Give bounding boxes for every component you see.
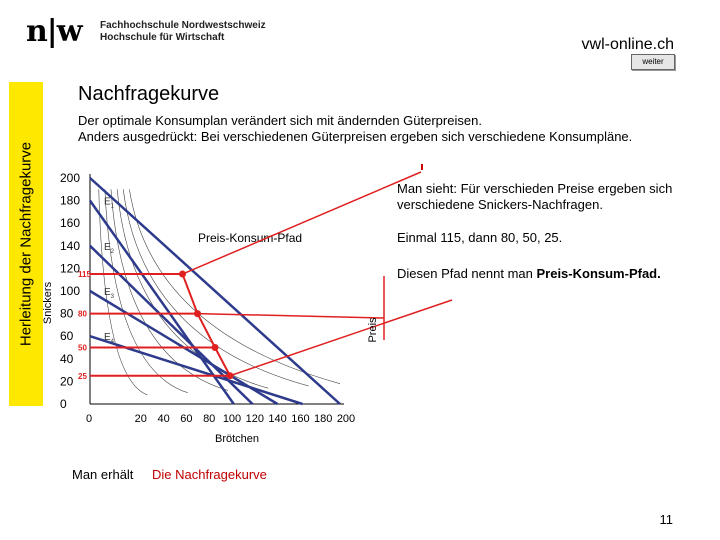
optimal-point [212,344,219,351]
y-axis-label: Snickers [42,281,54,325]
vertical-title: Herleitung der Nachfragekurve [17,141,35,347]
budget-line [90,336,303,404]
demand-level-label: 115 [78,270,91,280]
slide-title: Nachfragekurve [78,83,220,105]
note-1: Man sieht: Für verschieden Preise ergeben sich verschiedene Snickers-Nachfragen. [397,181,673,212]
pointer-line [183,172,422,274]
x-tick-label: 80 [203,413,216,425]
y-tick-label: 80 [60,306,74,321]
indifference-curve [129,189,340,383]
x-axis-label: Brötchen [214,433,260,445]
y-tick-label: 180 [60,193,81,208]
school-name-line-1: Fachhochschule Nordwestschweiz [100,20,266,31]
y-tick-label: 120 [60,261,81,276]
x-tick-label: 0 [85,413,93,425]
note-3-text: Diesen Pfad nennt man [397,266,537,281]
budget-line-label: $E_3$ [104,287,115,300]
x-tick-label: 60 [180,413,193,425]
x-tick-label: 180 [314,413,333,425]
next-button[interactable]: weiter [631,54,675,70]
x-tick-label: 140 [268,413,287,425]
x-tick-label: 100 [222,413,242,425]
note-2: Einmal 115, dann 80, 50, 25. [397,230,563,245]
path-label: Preis-Konsum-Pfad [198,231,303,245]
x-tick-label: 40 [157,413,170,425]
indifference-curve [117,189,268,388]
pointer-line [198,314,385,318]
intro-line-2: Anders ausgedrückt: Bei verschiedenen Güterpreisen ergeben sich verschiedene Konsumpläne. [78,129,633,144]
y-tick-label: 60 [60,329,74,344]
y-tick-label: 160 [60,216,81,231]
demand-level-label: 25 [78,371,87,381]
y-tick-label: 20 [60,374,74,389]
y-tick-label: 0 [60,397,67,411]
budget-line-label: $E_1$ [104,196,115,210]
preis-axis-label: Preis [367,317,379,343]
x-tick-label: 160 [291,413,310,425]
x-tick-label: 200 [336,413,356,425]
school-name-line-2: Hochschule für Wirtschaft [100,32,225,43]
result-value: Die Nachfragekurve [152,467,267,482]
y-tick-label: 100 [60,284,81,298]
y-tick-label: 200 [60,171,81,185]
page-number: 11 [659,512,673,527]
intro-line-1: Der optimale Konsumplan verändert sich mit ändernden Güterpreisen. [78,113,482,128]
pointer-line [230,300,452,376]
y-tick-label: 40 [60,351,74,366]
x-tick-label: 20 [134,413,147,425]
note-3-bold: Preis-Konsum-Pfad. [536,266,661,281]
result-label: Man erhält [72,467,134,482]
demand-level-label: 50 [78,343,87,353]
budget-line-label: $E_4$ [104,332,115,346]
site-name: vwl-online.ch [581,36,674,53]
y-tick-label: 140 [60,238,81,253]
demand-level-label: 80 [78,309,87,319]
x-tick-label: 120 [245,413,264,425]
budget-line-label: $E_2$ [104,241,115,255]
school-logo: n|w [26,14,82,49]
price-line [90,178,340,404]
